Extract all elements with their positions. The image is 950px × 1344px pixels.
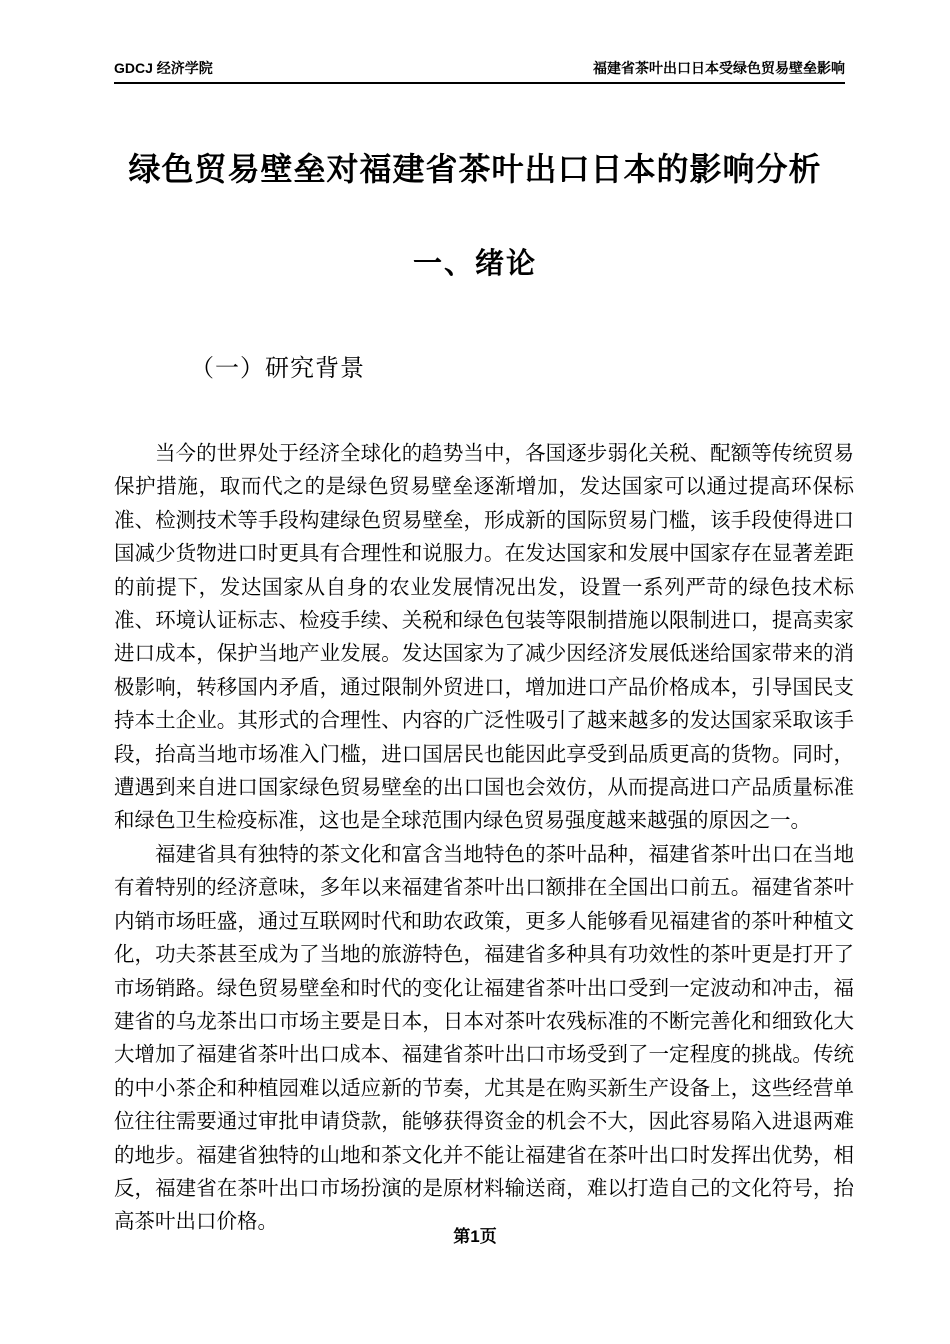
chapter-heading: 一、绪论	[412, 248, 537, 280]
paragraph-research-background-1: 当今的世界处于经济全球化的趋势当中，各国逐步弱化关税、配额等传统贸易保护措施，取而代之的是绿色贸易壁垒逐渐增加，发达国家可以通过提高环保标准、检测技术等手段构建绿色贸易壁垒，形成新的国际贸易门槛，该手段使得进口国减少货物进口时更具有合理性和说服力。在发达国家和发展中国家存在显著差距的前提下，发达国家从自身的农业发展情况出发，设置一系列严苛的绿色技术标准、环境认证标志、检疫手续、关税和绿色包装等限制措施以限制进口，提高卖家进口成本，保护当地产业发展。发达国家为了减少因经济发展低迷给国家带来的消极影响，转移国内矛盾，通过限制外贸进口，增加进口产品价格成本，引导国民支持本土企业。其形式的合理性、内容的广泛性吸引了越来越多的发达国家采取该手段，抬高当地市场准入门槛，进口国居民也能因此享受到品质更高的货物。同时，遭遇到来自进口国家绿色贸易壁垒的出口国也会效仿，从而提高进口产品质量标准和绿色卫生检疫标准，这也是全球范围内绿色贸易强度越来越强的原因之一。	[114, 443, 854, 833]
section-heading: （一）研究背景	[190, 355, 365, 382]
page-number: 第1页	[453, 1227, 497, 1246]
header-right-text: 福建省茶叶出口日本受绿色贸易壁垒影响	[593, 60, 845, 76]
page-header	[114, 58, 845, 84]
paragraph-research-background-2: 福建省具有独特的茶文化和富含当地特色的茶叶品种，福建省茶叶出口在当地有着特别的经济意味，多年以来福建省茶叶出口额排在全国出口前五。福建省茶叶内销市场旺盛，通过互联网时代和助农政策，更多人能够看见福建省的茶叶种植文化，功夫茶甚至成为了当地的旅游特色，福建省多种具有功效性的茶叶更是打开了市场销路。绿色贸易壁垒和时代的变化让福建省茶叶出口受到一定波动和冲击，福建省的乌龙茶出口市场主要是日本，日本对茶叶农残标准的不断完善化和细致化大大增加了福建省茶叶出口成本、福建省茶叶出口市场受到了一定程度的挑战。传统的中小茶企和种植园难以适应新的节奏，尤其是在购买新生产设备上，这些经营单位往往需要通过审批申请贷款，能够获得资金的机会不大，因此容易陷入进退两难的地步。福建省独特的山地和茶文化并不能让福建省在茶叶出口时发挥出优势，相反，福建省在茶叶出口市场扮演的是原材料输送商，难以打造自己的文化符号，抬高茶叶出口价格。	[114, 843, 854, 1234]
page-footer	[0, 1222, 950, 1247]
document-title: 绿色贸易壁垒对福建省茶叶出口日本的影响分析	[128, 151, 822, 187]
document-body	[114, 438, 854, 1240]
header-left-text: GDCJ 经济学院	[114, 60, 213, 76]
